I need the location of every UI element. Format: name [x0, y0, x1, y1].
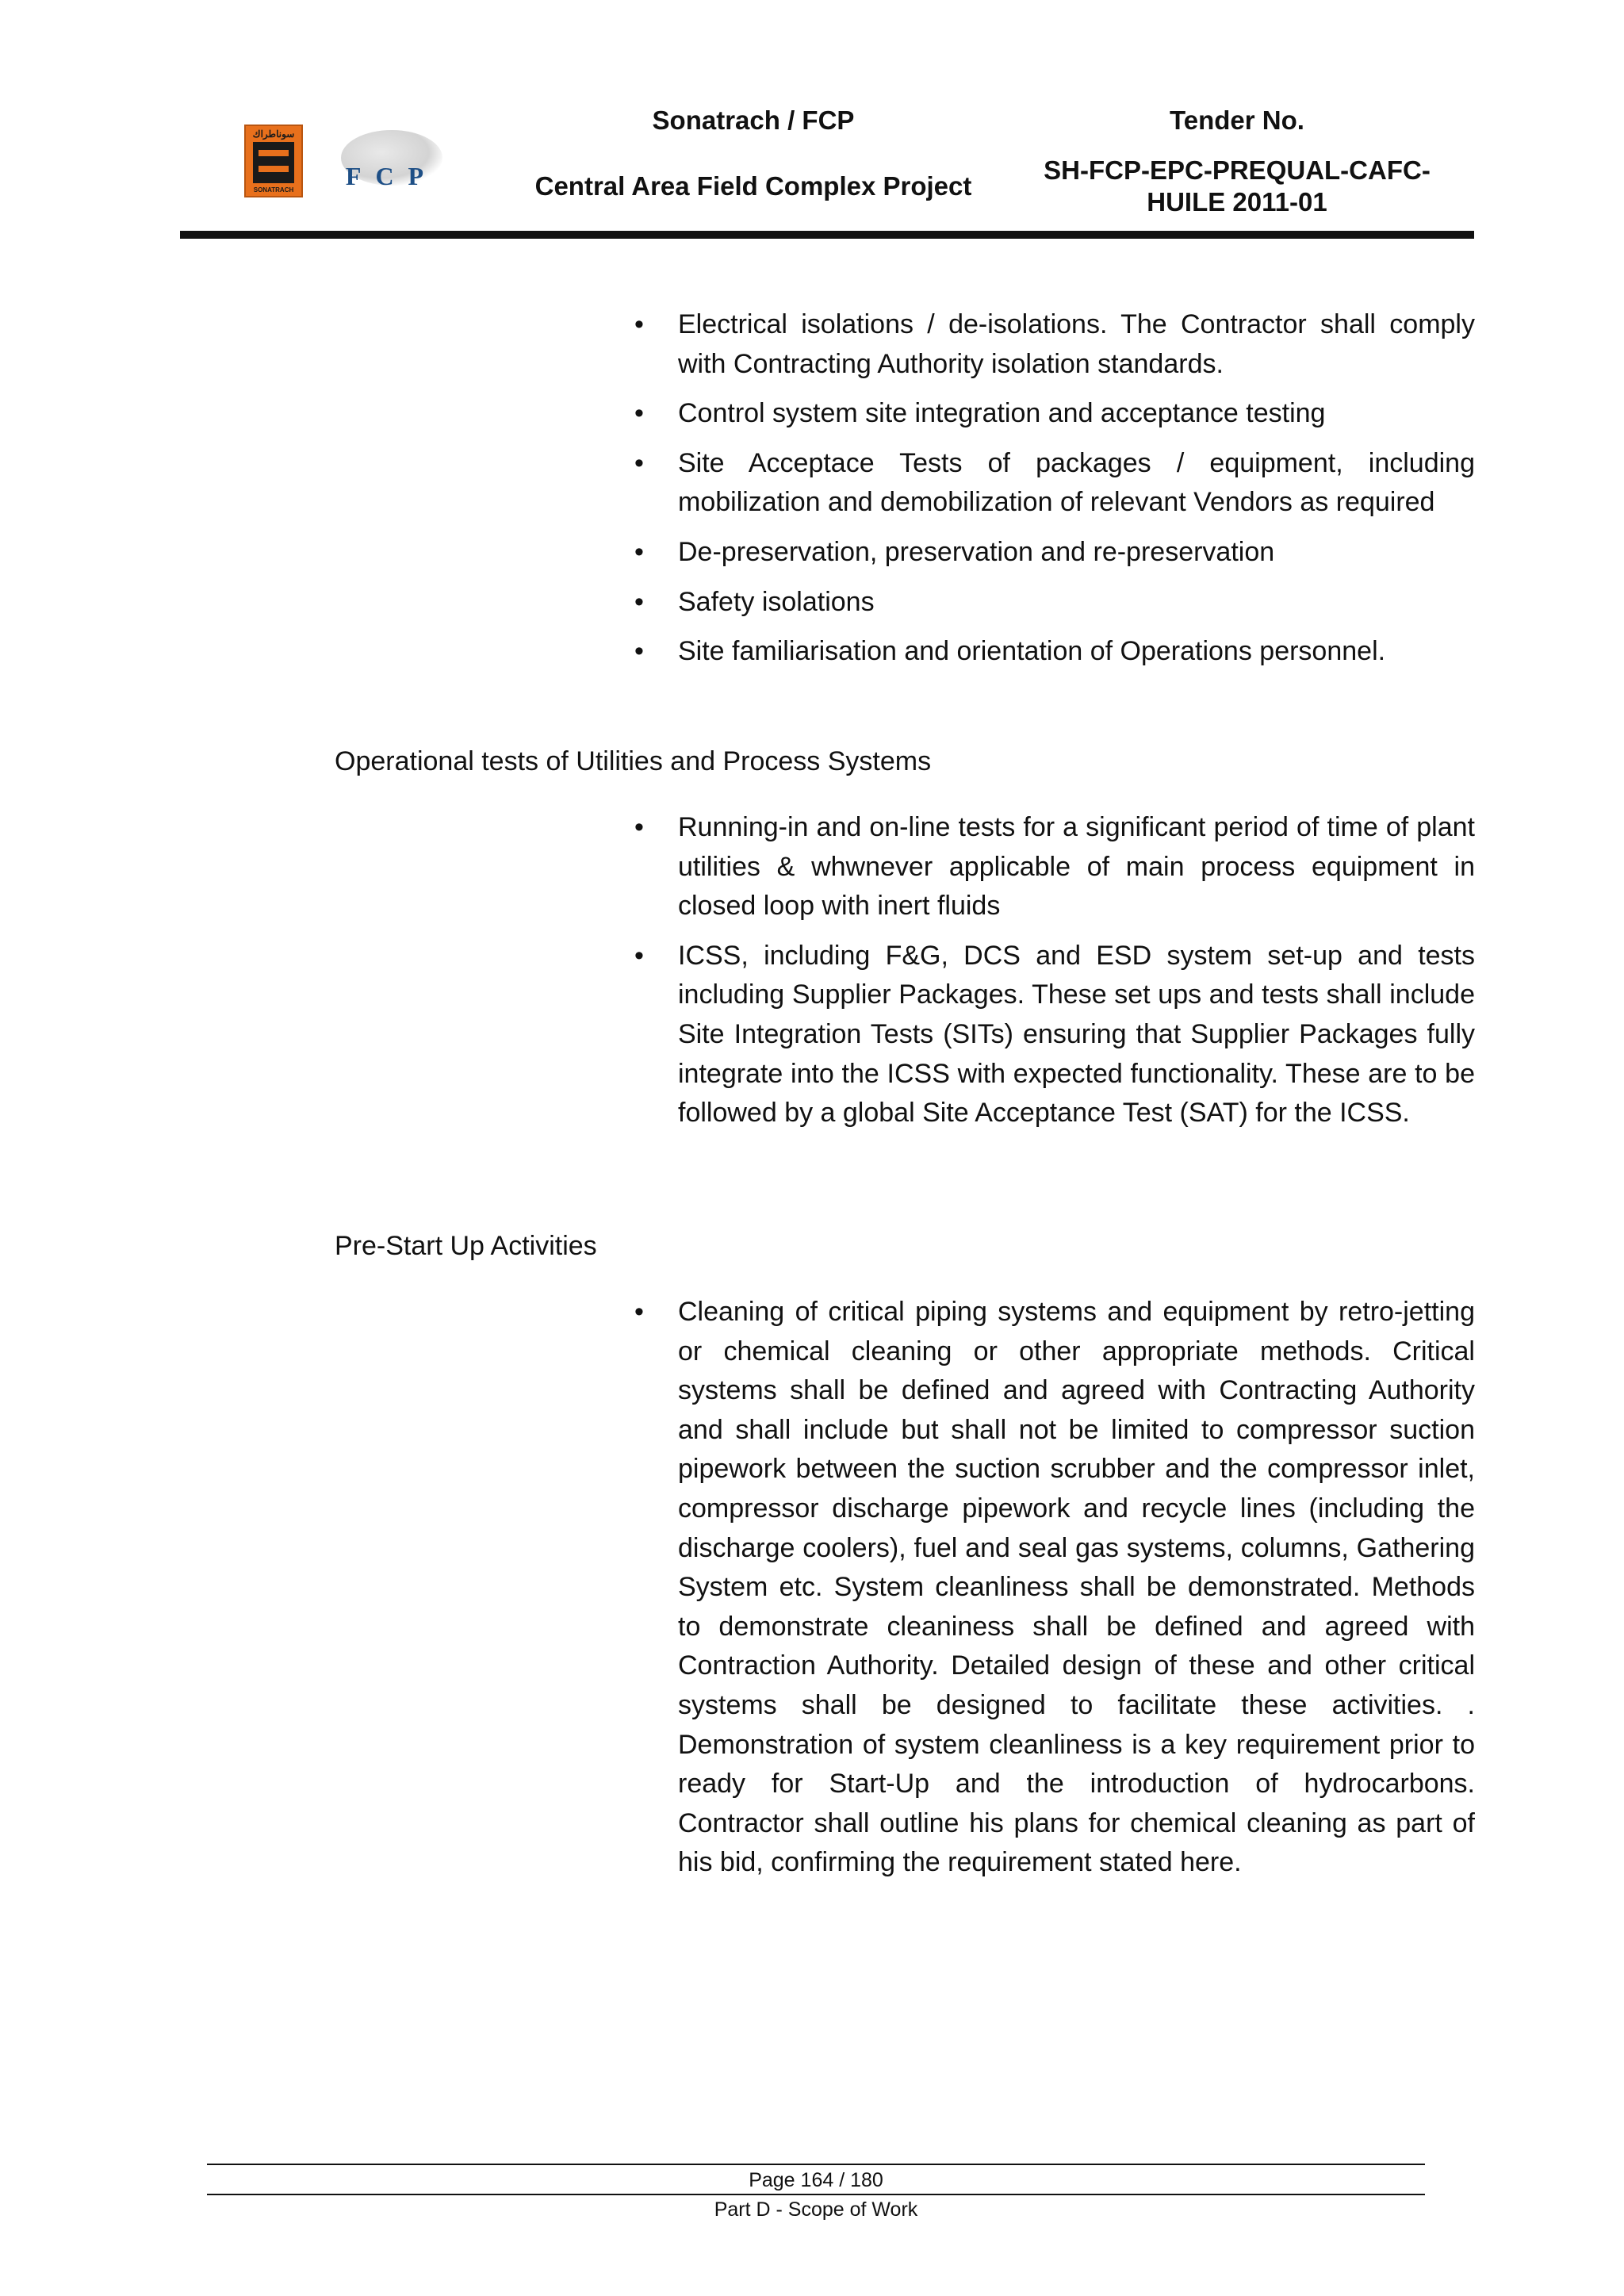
sonatrach-logo	[244, 125, 303, 197]
fcp-logo	[325, 127, 452, 198]
bullet-list-2	[634, 808, 1475, 1144]
list-item: • Control system site integration and acceptance testing	[634, 394, 1475, 434]
section-heading-operational-tests: Operational tests of Utilities and Process Systems	[335, 746, 932, 776]
header-tender-number: SH-FCP-EPC-PREQUAL-CAFC-HUILE 2011-01	[1044, 155, 1431, 217]
section-heading-pre-start-up: Pre-Start Up Activities	[335, 1231, 597, 1261]
list-item: • Safety isolations	[634, 583, 1475, 623]
bullet-list-3	[634, 1293, 1475, 1893]
header-tender-label: Tender No.	[1170, 105, 1304, 135]
list-item: • Site Acceptace Tests of packages / equipment, including mobilization and demobilization of relevant Vendors as required	[634, 444, 1475, 523]
header-divider	[180, 231, 1474, 239]
list-item: • Electrical isolations / de-isolations. The Contractor shall comply with Contracting Authority isolation standards.	[634, 305, 1475, 384]
footer-divider-top	[207, 2164, 1425, 2165]
list-item: • Site familiarisation and orientation of Operations personnel.	[634, 632, 1475, 672]
sonatrach-logo-name: SONATRACH	[253, 186, 294, 194]
header-project: Central Area Field Complex Project	[534, 171, 972, 201]
sonatrach-logo-mark	[253, 142, 294, 183]
list-item: • Running-in and on-line tests for a significant period of time of plant utilities & whwnever applicable of main process equipment in closed loop with inert fluids	[634, 808, 1475, 926]
footer-page-number: Page 164 / 180	[749, 2169, 883, 2191]
sonatrach-logo-arabic: سوناطراك	[252, 128, 295, 140]
list-item: • Cleaning of critical piping systems and equipment by retro-jetting or chemical cleaning or other appropriate methods. Critical systems shall be defined and agreed with Contracting Authority and shall include but shall not be limited to compressor suction pipework between the suction scrubber and the compressor inlet, compressor discharge pipework and recycle lines (including the discharge coolers), fuel and seal gas systems, columns, Gathering System etc. System cleanliness shall be demonstrated. Methods to demonstrate cleaniness shall be defined and agreed with Contraction Authority. Detailed design of these and other critical systems shall be designed to facilitate these activities. . Demonstration of system cleanliness is a key requirement prior to ready for Start-Up and the introduction of hydrocarbons. Contractor shall outline his plans for chemical cleaning as part of his bid, confirming the requirement stated here.	[634, 1293, 1475, 1883]
header-company: Sonatrach / FCP	[652, 105, 855, 135]
list-item: • ICSS, including F&G, DCS and ESD system set-up and tests including Supplier Packages. These set ups and tests shall include Site Integration Tests (SITs) ensuring that Supplier Packages fully integrate into the ICSS with expected functionality. These are to be followed by a global Site Acceptance Test (SAT) for the ICSS.	[634, 937, 1475, 1133]
fcp-logo-letters: FCP	[345, 162, 439, 190]
footer-divider-bottom	[207, 2194, 1425, 2195]
footer-part: Part D - Scope of Work	[714, 2198, 918, 2221]
bullet-list-1	[634, 305, 1475, 682]
list-item: • De-preservation, preservation and re-preservation	[634, 533, 1475, 573]
